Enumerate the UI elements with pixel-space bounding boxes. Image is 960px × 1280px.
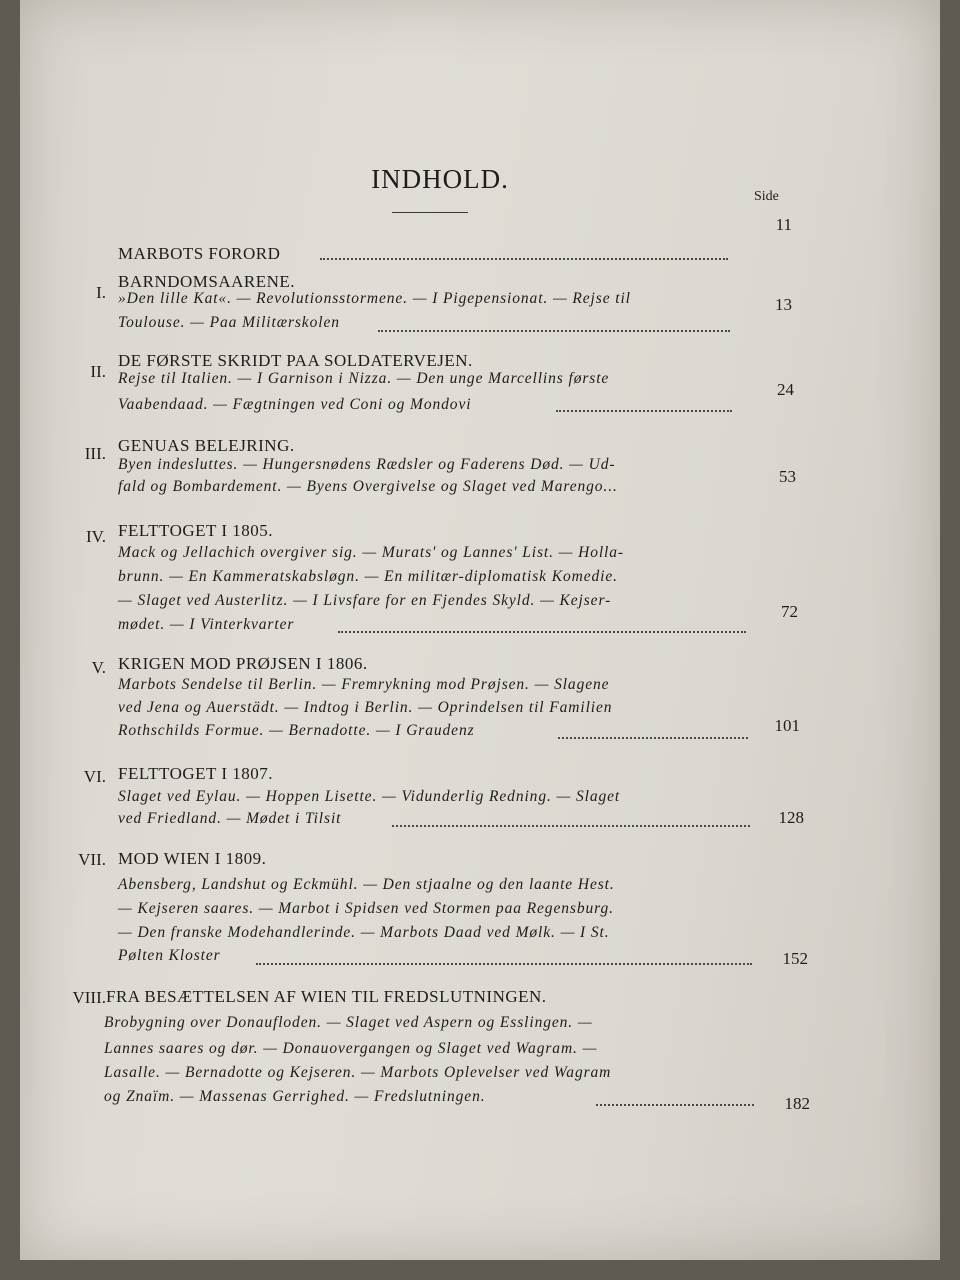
- entry-summary-line: — Den franske Modehandlerinde. — Marbots Daad ved Mølk. — I St.: [118, 924, 610, 941]
- entry-page-number: 53: [779, 467, 796, 486]
- entry-page-number: 72: [781, 602, 798, 621]
- entry-summary-line: brunn. — En Kammeratskabsløgn. — En militær-diplomatisk Komedie.: [118, 568, 618, 585]
- entry-heading: GENUAS BELEJRING.: [118, 436, 295, 455]
- entry-summary-line: Rothschilds Formue. — Bernadotte. — I Graudenz: [118, 722, 475, 739]
- entry-summary-line: Lannes saares og dør. — Donauovergangen og Slaget ved Wagram. —: [104, 1040, 598, 1057]
- entry-page-number: 11: [775, 215, 792, 234]
- entry-summary-line: Abensberg, Landshut og Eckmühl. — Den stjaalne og den laante Hest.: [118, 876, 615, 893]
- entry-summary-line: Pølten Kloster: [118, 947, 221, 964]
- entry-summary-line: Rejse til Italien. — I Garnison i Nizza. — Den unge Marcellins første: [118, 370, 610, 387]
- chapter-numeral: V.: [91, 658, 106, 677]
- entry-summary-line: Byen indesluttes. — Hungersnødens Rædsler og Faderens Død. — Ud-: [118, 456, 616, 473]
- leader-dots: [392, 825, 750, 827]
- leader-dots: [596, 1104, 754, 1106]
- entry-summary-line: Toulouse. — Paa Militærskolen: [118, 314, 340, 331]
- leader-dots: [558, 737, 748, 739]
- entry-summary-line: Brobygning over Donaufloden. — Slaget ved Aspern og Esslingen. —: [104, 1014, 593, 1031]
- entry-summary-line: Lasalle. — Bernadotte og Kejseren. — Marbots Oplevelser ved Wagram: [104, 1064, 612, 1081]
- entry-summary-line: Mack og Jellachich overgiver sig. — Murats' og Lannes' List. — Holla-: [118, 544, 624, 561]
- entry-summary-line: »Den lille Kat«. — Revolutionsstormene. — I Pigepensionat. — Rejse til: [118, 290, 631, 307]
- entry-page-number: 182: [784, 1094, 810, 1113]
- side-column-label: Side: [754, 189, 779, 204]
- entry-summary-line: Marbots Sendelse til Berlin. — Fremrykning mod Prøjsen. — Slagene: [118, 676, 610, 693]
- chapter-numeral: VI.: [83, 767, 106, 786]
- entry-page-number: 24: [777, 380, 794, 399]
- entry-page-number: 152: [782, 949, 808, 968]
- entry-summary-line: ved Jena og Auerstädt. — Indtog i Berlin. — Oprindelsen til Familien: [118, 699, 613, 716]
- leader-dots: [338, 631, 746, 633]
- entry-page-number: 13: [775, 295, 792, 314]
- chapter-numeral: VII.: [78, 850, 106, 869]
- chapter-numeral: III.: [84, 444, 106, 463]
- entry-summary-line: Slaget ved Eylau. — Hoppen Lisette. — Vidunderlig Redning. — Slaget: [118, 788, 621, 805]
- entry-heading: FRA BESÆTTELSEN AF WIEN TIL FREDSLUTNINGEN.: [106, 987, 547, 1006]
- leader-dots: [378, 330, 730, 332]
- entry-heading: DE FØRSTE SKRIDT PAA SOLDATERVEJEN.: [118, 351, 473, 370]
- chapter-numeral: VIII.: [72, 988, 106, 1007]
- entry-heading: FELTTOGET I 1805.: [118, 521, 274, 540]
- chapter-numeral: IV.: [86, 527, 106, 546]
- entry-heading: BARNDOMSAARENE.: [118, 272, 296, 291]
- entry-summary-line: — Slaget ved Austerlitz. — I Livsfare for en Fjendes Skyld. — Kejser-: [118, 592, 612, 609]
- entry-summary-line: ved Friedland. — Mødet i Tilsit: [118, 810, 342, 827]
- entry-heading: MARBOTS FORORD: [118, 244, 281, 263]
- entry-summary-line: og Znaïm. — Massenas Gerrighed. — Fredslutningen.: [104, 1088, 486, 1105]
- entry-page-number: 128: [778, 808, 804, 827]
- leader-dots: [556, 410, 732, 412]
- entry-heading: FELTTOGET I 1807.: [118, 764, 274, 783]
- chapter-numeral: II.: [90, 362, 106, 381]
- entry-heading: KRIGEN MOD PRØJSEN I 1806.: [118, 654, 368, 673]
- chapter-numeral: I.: [96, 283, 106, 302]
- book-page: [20, 0, 940, 1260]
- title-rule: [392, 212, 468, 213]
- leader-dots: [320, 258, 728, 260]
- entry-summary-line: Vaabendaad. — Fægtningen ved Coni og Mondovi: [118, 396, 472, 413]
- entry-summary-line: — Kejseren saares. — Marbot i Spidsen ved Stormen paa Regensburg.: [118, 900, 614, 917]
- entry-heading: MOD WIEN I 1809.: [118, 849, 267, 868]
- entry-page-number: 101: [774, 716, 800, 735]
- page-title: INDHOLD.: [371, 164, 509, 194]
- entry-summary-line: fald og Bombardement. — Byens Overgivelse og Slaget ved Marengo...: [118, 478, 618, 495]
- entry-summary-line: mødet. — I Vinterkvarter: [118, 616, 295, 633]
- leader-dots: [256, 963, 752, 965]
